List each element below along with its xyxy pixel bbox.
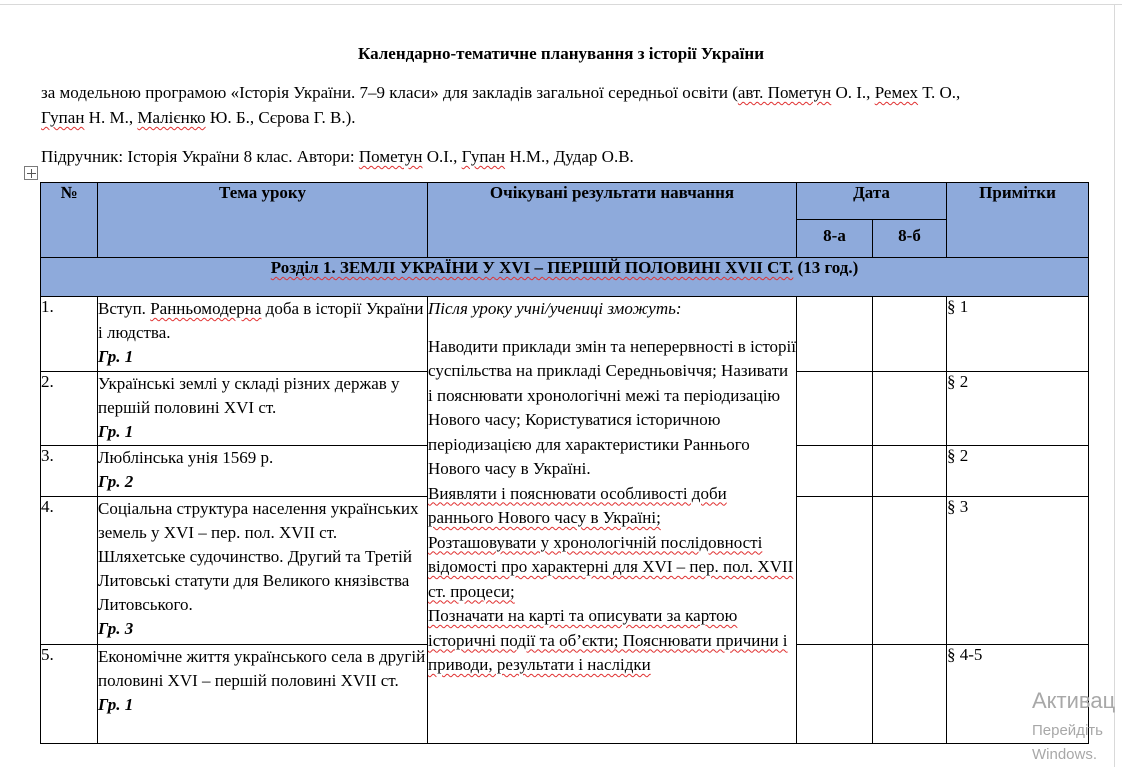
section-title: Розділ 1. ЗЕМЛІ УКРАЇНИ У XVI – ПЕРШІЙ ПОЛОВИНІ XVII СТ. (13 год.)	[41, 258, 1089, 297]
results-paragraph: Розташовувати у хронологічній послідовності відомості про характерні для XVI – пер. пол. XVII ст. процеси;	[428, 532, 794, 601]
date-8a-cell[interactable]	[797, 297, 873, 372]
row-group: Гр. 1	[98, 422, 134, 441]
activation-watermark-line: Windows.	[1032, 746, 1098, 763]
results-paragraph: Наводити приклади змін та неперервності в історії суспільства на прикладі Середньовіччя; Називати і пояснювати хронологічні межі та періодизацію Нового часу; Користуватися історичною періодизацією для характеристики Раннього Нового часу в Україні.	[428, 336, 797, 478]
page-edge-top	[0, 4, 1122, 5]
table-row	[41, 297, 1089, 372]
row-number: 1.	[41, 297, 98, 372]
row-group: Гр. 1	[98, 695, 134, 714]
expected-results-cell	[428, 297, 797, 744]
date-8b-cell[interactable]	[873, 372, 947, 446]
results-paragraph: Позначати на карті та описувати за картою історичні події та об’єкти; Пояснювати причини і приводи, результати і наслідки	[428, 606, 788, 674]
row-note: § 2	[947, 446, 1089, 497]
row-number: 5.	[41, 645, 98, 744]
header-number: №	[41, 183, 98, 258]
results-intro: Після уроку учні/учениці зможуть:	[428, 299, 682, 318]
row-group: Гр. 1	[98, 347, 134, 366]
date-8b-cell[interactable]	[873, 645, 947, 744]
row-topic: Соціальна структура населення українських земель у XVI – пер. пол. XVII ст. Шляхетське судочинство. Другий та Третій Литовські статути для Великого князівства Литовського. Гр. 3	[98, 497, 428, 645]
date-8a-cell[interactable]	[797, 446, 873, 497]
row-note: § 3	[947, 497, 1089, 645]
row-number: 3.	[41, 446, 98, 497]
page-edge-right	[1114, 4, 1115, 767]
header-date: Дата	[797, 183, 947, 220]
header-topic: Тема уроку	[98, 183, 428, 258]
row-topic: Українські землі у складі різних держав у першій половині XVI ст. Гр. 1	[98, 372, 428, 446]
header-date-8b: 8-б	[873, 220, 947, 258]
date-8a-cell[interactable]	[797, 497, 873, 645]
row-note: § 1	[947, 297, 1089, 372]
header-results: Очікувані результати навчання	[428, 183, 797, 258]
row-number: 4.	[41, 497, 98, 645]
activation-watermark-line: Перейдіть	[1032, 722, 1103, 739]
row-note: § 2	[947, 372, 1089, 446]
date-8a-cell[interactable]	[797, 645, 873, 744]
program-line-2: Гупан Н. М., Малієнко Ю. Б., Сєрова Г. В.).	[41, 108, 356, 127]
document-title: Календарно-тематичне планування з історії України	[358, 44, 764, 63]
header-notes: Примітки	[947, 183, 1089, 258]
row-topic: Економічне життя українського села в другій половині XVI – першій половині XVII ст. Гр. 1	[98, 645, 428, 744]
program-line-1: за модельною програмою «Історія України. 7–9 класи» для закладів загальної середньої освіти (авт. Пометун О. І., Ремех Т. О.,	[41, 83, 961, 102]
table-move-handle-icon[interactable]	[24, 166, 38, 180]
row-group: Гр. 2	[98, 472, 134, 491]
row-note: § 4-5	[947, 645, 1089, 744]
date-8b-cell[interactable]	[873, 297, 947, 372]
header-date-8a: 8-а	[797, 220, 873, 258]
date-8a-cell[interactable]	[797, 372, 873, 446]
planning-table	[40, 182, 1089, 744]
results-paragraph: Виявляти і пояснювати особливості доби раннього Нового часу в Україні;	[428, 483, 727, 527]
row-topic: Люблінська унія 1569 р. Гр. 2	[98, 446, 428, 497]
textbook-line: Підручник: Історія України 8 клас. Автори: Пометун О.І., Гупан Н.М., Дудар О.В.	[41, 147, 634, 166]
row-group: Гр. 3	[98, 619, 134, 638]
row-number: 2.	[41, 372, 98, 446]
date-8b-cell[interactable]	[873, 497, 947, 645]
date-8b-cell[interactable]	[873, 446, 947, 497]
row-topic: Вступ. Ранньомодерна доба в історії України і людства. Гр. 1	[98, 297, 428, 372]
activation-watermark-title: Активац	[1032, 688, 1116, 713]
